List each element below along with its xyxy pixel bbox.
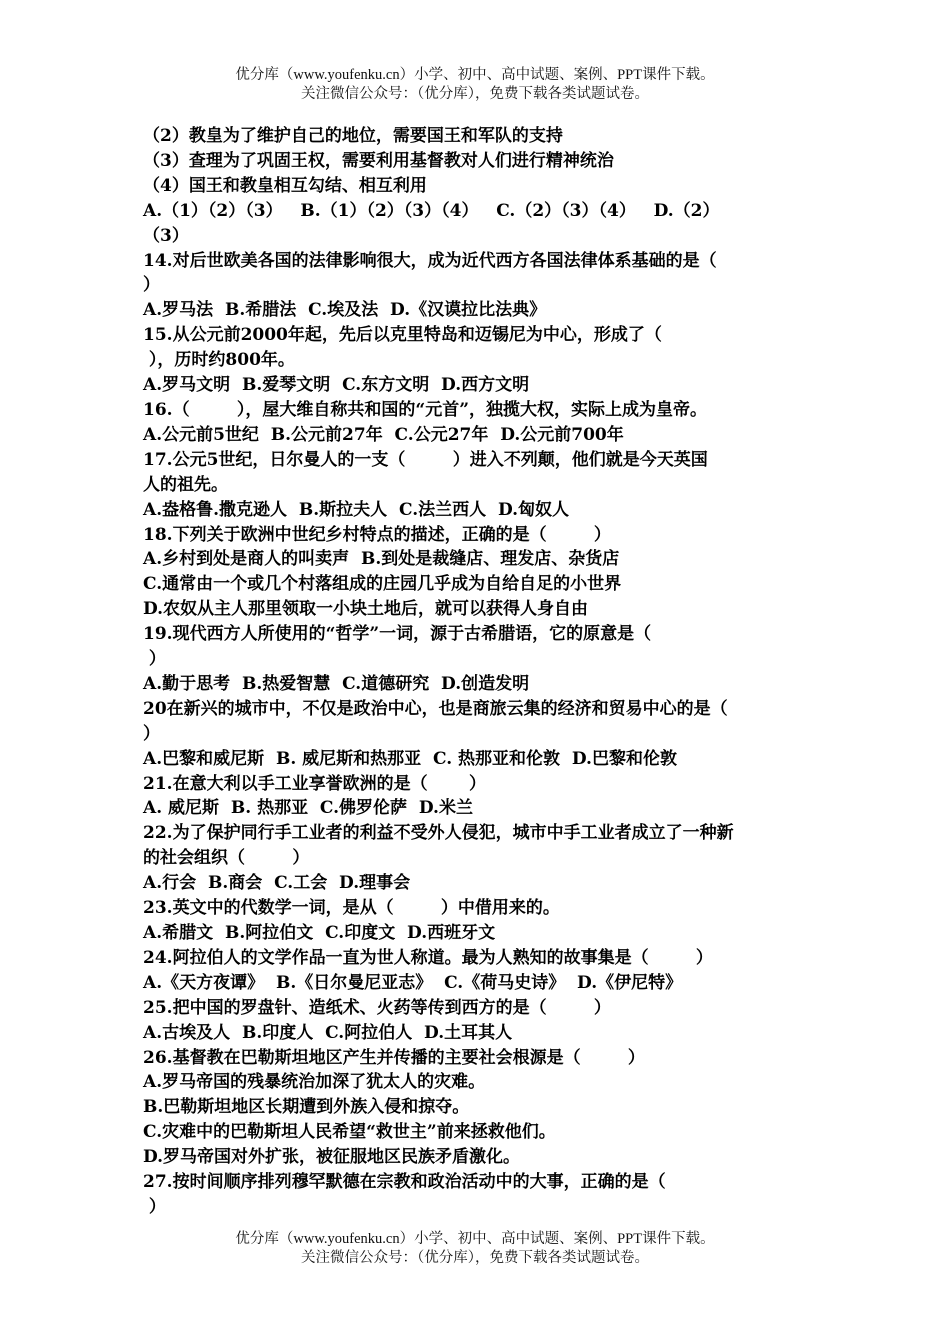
text-line: （3） (143, 225, 189, 246)
text-line: 19.现代西方人所使用的“哲学”一词，源于古希腊语，它的原意是（ (143, 624, 652, 645)
header-line-2: 关注微信公众号：（优分库），免费下载各类试题试卷。 (301, 86, 649, 102)
text-line: A.罗马法 B.希腊法 C.埃及法 D.《汉谟拉比法典》 (143, 300, 547, 321)
header-line-1: 优分库（www.youfenku.cn）小学、初中、高中试题、案例、PPT课件下载。 (235, 67, 715, 83)
text-line: 18.下列关于欧洲中世纪乡村特点的描述，正确的是（ ） (143, 524, 611, 545)
text-line: 25.把中国的罗盘针、造纸术、火药等传到西方的是（ ） (143, 997, 611, 1018)
footer-line-2: 关注微信公众号：（优分库），免费下载各类试题试卷。 (301, 1250, 649, 1266)
text-line: D.农奴从主人那里领取一小块土地后，就可以获得人身自由 (143, 599, 589, 620)
text-line: A.盎格鲁.撒克逊人 B.斯拉夫人 C.法兰西人 D.匈奴人 (143, 499, 570, 520)
text-line: ） (143, 1196, 166, 1217)
text-line: （4）国王和教皇相互勾结、相互利用 (143, 175, 427, 196)
text-line: （2）教皇为了维护自己的地位，需要国王和军队的支持 (143, 126, 563, 146)
text-line: A.行会 B.商会 C.工会 D.理事会 (143, 873, 411, 894)
text-line: 17.公元5世纪，日尔曼人的一支（ ）进入不列颠，他们就是今天英国 (143, 449, 708, 470)
text-line: A.古埃及人 B.印度人 C.阿拉伯人 D.土耳其人 (143, 1022, 513, 1043)
text-line: 23.英文中的代数学一词，是从（ ）中借用来的。 (143, 898, 560, 919)
text-line: ） (143, 723, 160, 744)
text-line: B.巴勒斯坦地区长期遭到外族入侵和掠夺。 (143, 1097, 470, 1118)
text-line: 20在新兴的城市中，不仅是政治中心，也是商旅云集的经济和贸易中心的是（ (143, 698, 728, 719)
text-line: A.公元前5世纪 B.公元前27年 C.公元27年 D.公元前700年 (143, 424, 624, 445)
text-line: 的社会组织（ ） (143, 848, 310, 869)
text-line: A.乡村到处是商人的叫卖声 B.到处是裁缝店、理发店、杂货店 (143, 549, 620, 570)
text-line: ） (143, 649, 166, 670)
text-line: A.巴黎和威尼斯 B. 威尼斯和热那亚 C. 热那亚和伦敦 D.巴黎和伦敦 (143, 748, 677, 769)
text-line: C.通常由一个或几个村落组成的庄园几乎成为自给自足的小世界 (143, 574, 622, 595)
text-line: 22.为了保护同行手工业者的利益不受外人侵犯，城市中手工业者成立了一种新 (143, 823, 734, 844)
text-line: 16.（ ），屋大维自称共和国的“元首”，独揽大权，实际上成为皇帝。 (143, 399, 707, 420)
text-line: A.勤于思考 B.热爱智慧 C.道德研究 D.创造发明 (143, 673, 530, 694)
text-line: 24.阿拉伯人的文学作品一直为世人称道。最为人熟知的故事集是（ ） (143, 947, 713, 968)
text-line: 26.基督教在巴勒斯坦地区产生并传播的主要社会根源是（ ） (143, 1047, 645, 1068)
text-line: D.罗马帝国对外扩张，被征服地区民族矛盾激化。 (143, 1147, 521, 1168)
text-line: A. 威尼斯 B. 热那亚 C.佛罗伦萨 D.米兰 (143, 798, 473, 819)
text-line: A.罗马帝国的残暴统治加深了犹太人的灾难。 (143, 1072, 486, 1093)
text-line: A.（1）（2）（3） B.（1）（2）（3）（4） C.（2）（3）（4） D.（2） (143, 200, 720, 221)
text-line: C.灾难中的巴勒斯坦人民希望“救世主”前来拯救他们。 (143, 1122, 556, 1143)
document-body (143, 124, 811, 1220)
text-line: ） (143, 275, 160, 296)
text-line: （3）查理为了巩固王权，需要利用基督教对人们进行精神统治 (143, 150, 614, 171)
text-line: 14.对后世欧美各国的法律影响很大，成为近代西方各国法律体系基础的是（ (143, 250, 717, 271)
text-line: 人的祖先。 (143, 474, 228, 495)
footer-line-1: 优分库（www.youfenku.cn）小学、初中、高中试题、案例、PPT课件下载。 (235, 1231, 715, 1247)
text-line: 15.从公元前2000年起，先后以克里特岛和迈锡尼为中心，形成了（ (143, 325, 662, 346)
text-line: A.《天方夜谭》 B.《日尔曼尼亚志》 C.《荷马史诗》 D.《伊尼特》 (143, 972, 683, 993)
text-line: A.罗马文明 B.爱琴文明 C.东方文明 D.西方文明 (143, 375, 530, 396)
text-line: 27.按时间顺序排列穆罕默德在宗教和政治活动中的大事，正确的是（ (143, 1172, 666, 1193)
text-line: ），历时约800年。 (143, 350, 295, 371)
page-header (0, 66, 950, 104)
text-line: 21.在意大利以手工业享誉欧洲的是（ ） (143, 773, 487, 794)
page-footer (0, 1230, 950, 1268)
text-line: A.希腊文 B.阿拉伯文 C.印度文 D.西班牙文 (143, 923, 496, 943)
